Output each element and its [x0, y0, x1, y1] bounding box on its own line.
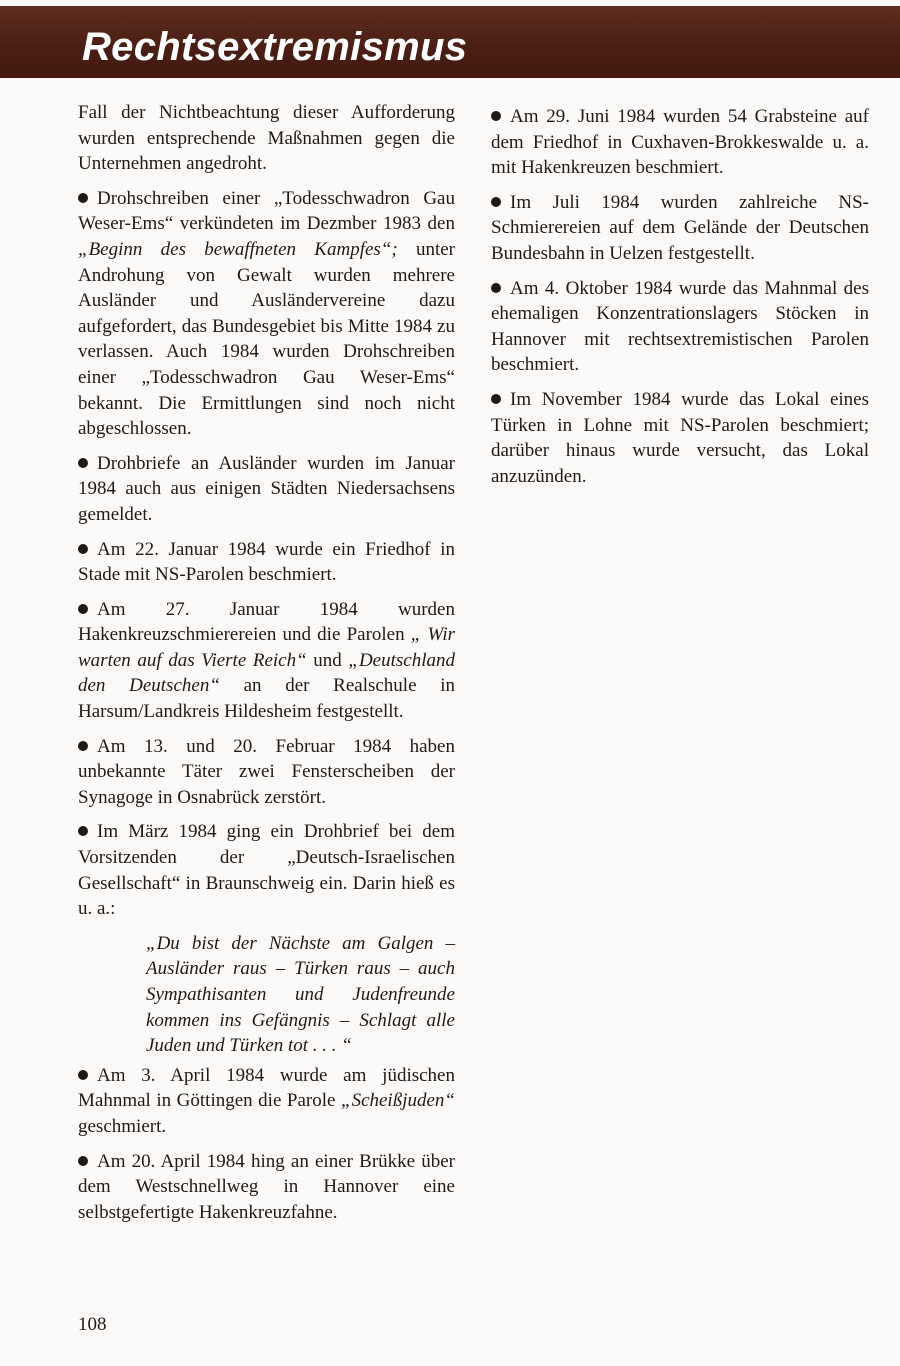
- bullet-icon: [78, 604, 88, 614]
- bullet-icon: [491, 394, 501, 404]
- paragraph-friedhof-stade: Am 22. Januar 1984 wurde ein Friedhof in Stade mit NS-Parolen beschmiert.: [78, 538, 455, 586]
- bullet-icon: [78, 544, 88, 554]
- bullet-icon: [78, 1070, 88, 1080]
- paragraph-cuxhaven: Am 29. Juni 1984 wurden 54 Grabsteine auf dem Friedhof in Cuxhaven-Brokkeswalde u. a. mit Hakenkreuzen beschmiert.: [491, 106, 869, 179]
- bullet-icon: [491, 283, 501, 293]
- paragraph-drohbrief: Im März 1984 ging ein Drohbrief bei dem Vorsitzenden der „Deutsch-Israelischen Gesellschaft“ in Braunschweig ein. Darin hieß es u. a.:: [78, 821, 455, 920]
- quotation: „Du bist der Nächste am Galgen – Ausländer raus – Türken raus – auch Sympathisanten und Judenfreunde kommen ins Gefängnis – Schlagt alle Juden und Türken tot . . . “: [146, 932, 455, 1057]
- bullet-icon: [78, 741, 88, 751]
- bullet-icon: [491, 197, 501, 207]
- paragraph-lohne: Im November 1984 wurde das Lokal eines Türken in Lohne mit NS-Parolen beschmiert; darüber hinaus wurde versucht, das Lokal anzuzünden.: [491, 388, 869, 487]
- paragraph-todesschwadron: Drohschreiben einer „Todesschwadron Gau Weser-Ems“ verkündeten im Dezmber 1983 den „Beginn des bewaffneten Kampfes“; unter Androhung von Gewalt wurden mehrere Ausländer und Ausländervereine dazu aufgefordert, das Bundesgebiet bis Mitte 1984 zu verlassen. Auch 1984 wurden Drohschreiben einer „Todesschwadron Gau Weser-Ems“ bekannt. Die Ermittlungen sind noch nicht abgeschlossen.: [78, 187, 455, 440]
- intro-paragraph: Fall der Nichtbeachtung dieser Aufforderung wurden entsprechende Maßnahmen gegen die Unternehmen angedroht.: [78, 102, 455, 175]
- paragraph-synagoge: Am 13. und 20. Februar 1984 haben unbekannte Täter zwei Fensterscheiben der Synagoge in Osnabrück zerstört.: [78, 735, 455, 808]
- right-column: [491, 104, 869, 498]
- bullet-icon: [78, 193, 88, 203]
- paragraph-harsum: Am 27. Januar 1984 wurden Hakenkreuzschmierereien und die Parolen „ Wir warten auf das Vierte Reich“ und „Deutschland den Deutschen“ an der Realschule in Harsum/Landkreis Hildesheim festgestellt.: [78, 598, 455, 723]
- paragraph-uelzen: Im Juli 1984 wurden zahlreiche NS-Schmierereien auf dem Gelände der Deutschen Bundesbahn in Uelzen festgestellt.: [491, 191, 869, 264]
- paragraph-stoecken: Am 4. Oktober 1984 wurde das Mahnmal des ehemaligen Konzentrationslagers Stöcken in Hannover mit rechtsextremistischen Parolen beschmiert.: [491, 277, 869, 376]
- header-bar: [0, 6, 900, 78]
- paragraph-hakenkreuzfahne: Am 20. April 1984 hing an einer Brükke über dem Westschnellweg in Hannover eine selbstgefertigte Hakenkreuzfahne.: [78, 1150, 455, 1223]
- bullet-icon: [78, 826, 88, 836]
- bullet-icon: [78, 1156, 88, 1166]
- bullet-icon: [491, 111, 501, 121]
- paragraph-goettingen: Am 3. April 1984 wurde am jüdischen Mahnmal in Göttingen die Parole „Scheißjuden“ geschmiert.: [78, 1064, 455, 1137]
- page-number: 108: [78, 1314, 107, 1335]
- paragraph-drohbriefe: Drohbriefe an Ausländer wurden im Januar 1984 auch aus einigen Städten Niedersachsens gemeldet.: [78, 452, 455, 525]
- bullet-icon: [78, 458, 88, 468]
- left-column: [78, 100, 455, 1234]
- page-title: Rechtsextremismus: [82, 25, 468, 69]
